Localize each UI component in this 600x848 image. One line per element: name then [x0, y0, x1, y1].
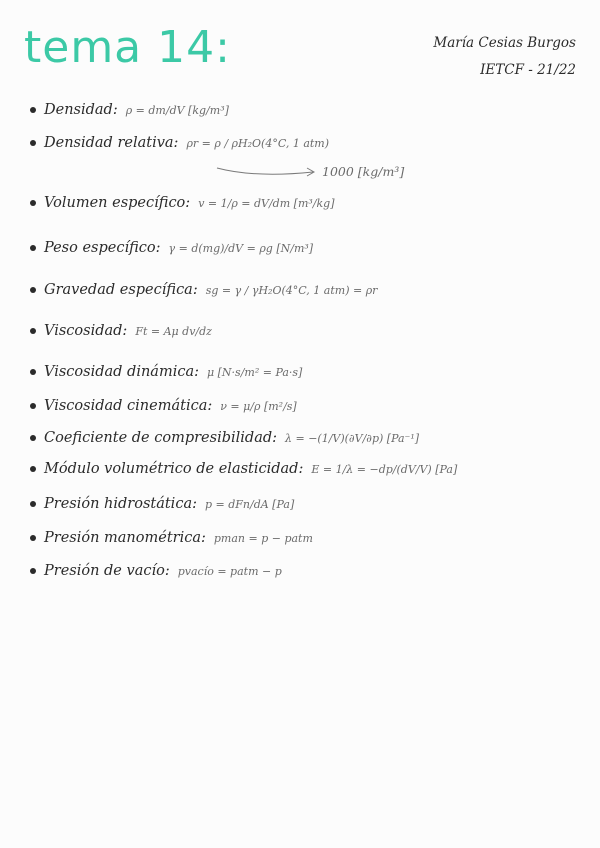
page-title: tema 14:: [24, 22, 231, 73]
bullet-icon: [30, 568, 36, 574]
item-label: Módulo volumétrico de elasticidad:: [44, 461, 304, 477]
course-label: IETCF - 21/22: [480, 62, 576, 78]
list-item: [30, 563, 282, 579]
item-formula: Ft = Aμ dv/dz: [135, 324, 212, 338]
item-formula: sg = γ / γH₂O(4°C, 1 atm) = ρr: [205, 283, 378, 297]
bullet-icon: [30, 403, 36, 409]
item-formula: γ = d(mg)/dV = ρg [N/m³]: [168, 241, 314, 255]
item-label: Densidad relativa:: [44, 135, 179, 151]
item-label: Presión de vacío:: [44, 563, 170, 579]
item-label: Gravedad específica:: [44, 282, 198, 298]
item-label: Viscosidad:: [44, 323, 128, 339]
list-item: [30, 530, 313, 546]
list-item: [30, 282, 377, 298]
list-item: [30, 430, 419, 446]
bullet-icon: [30, 435, 36, 441]
item-formula: pman = p − patm: [213, 531, 313, 545]
list-item: [30, 195, 335, 211]
bullet-icon: [30, 535, 36, 541]
item-formula: E = 1/λ = −dp/(dV/V) [Pa]: [311, 462, 458, 476]
list-item: [30, 496, 294, 512]
list-item: [30, 364, 302, 380]
item-formula: λ = −(1/V)(∂V/∂p) [Pa⁻¹]: [285, 431, 420, 445]
author-block: [433, 30, 576, 84]
author-name: María Cesias Burgos: [433, 35, 576, 51]
item-extra: 1000 [kg/m³]: [322, 164, 405, 179]
item-label: Presión hidrostática:: [44, 496, 197, 512]
item-formula: ρr = ρ / ρH₂O(4°C, 1 atm): [186, 136, 330, 150]
bullet-icon: [30, 245, 36, 251]
bullet-icon: [30, 369, 36, 375]
bullet-icon: [30, 328, 36, 334]
item-formula: pvacío = patm − p: [177, 564, 282, 578]
list-item: [30, 240, 313, 256]
item-formula: p = dFn/dA [Pa]: [204, 497, 295, 511]
arrow-icon: [215, 164, 320, 180]
list-item: [30, 398, 297, 414]
bullet-icon: [30, 287, 36, 293]
list-item: [30, 102, 229, 118]
item-formula: ν = μ/ρ [m²/s]: [220, 399, 297, 413]
item-formula: v = 1/ρ = dV/dm [m³/kg]: [198, 196, 335, 210]
item-label: Densidad:: [44, 102, 118, 118]
item-label: Peso específico:: [44, 240, 161, 256]
bullet-icon: [30, 200, 36, 206]
item-label: Viscosidad dinámica:: [44, 364, 199, 380]
item-label: Coeficiente de compresibilidad:: [44, 430, 278, 446]
item-label: Presión manométrica:: [44, 530, 206, 546]
list-item: [30, 323, 212, 339]
item-formula: ρ = dm/dV [kg/m³]: [125, 103, 229, 117]
list-item: [30, 461, 457, 477]
list-item: [30, 135, 329, 151]
bullet-icon: [30, 140, 36, 146]
bullet-icon: [30, 107, 36, 113]
bullet-icon: [30, 466, 36, 472]
item-formula: μ [N·s/m² = Pa·s]: [206, 365, 303, 379]
bullet-icon: [30, 501, 36, 507]
item-label: Viscosidad cinemática:: [44, 398, 213, 414]
item-label: Volumen específico:: [44, 195, 191, 211]
